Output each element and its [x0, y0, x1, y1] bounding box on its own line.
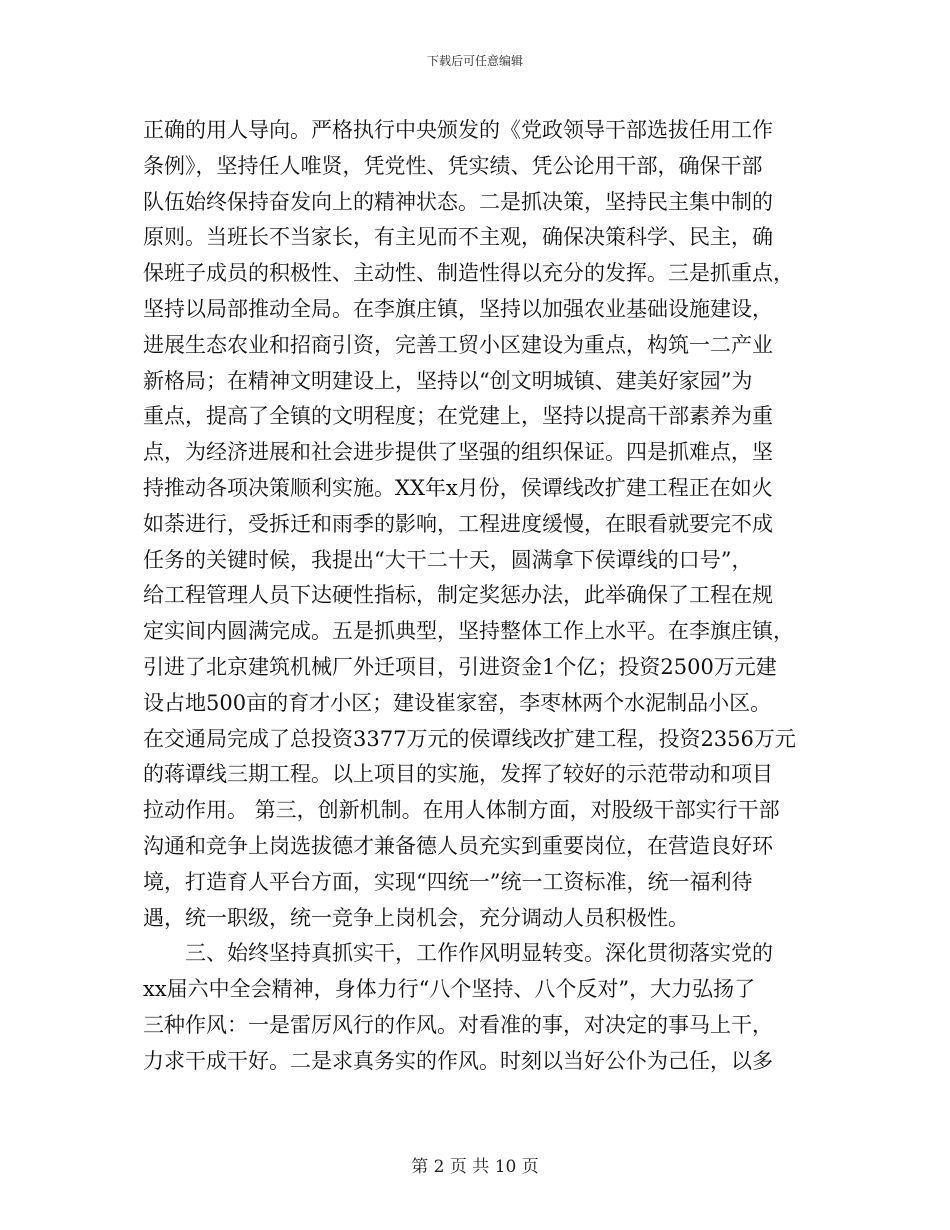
text-line: 任务的关键时候，我提出“大干二十天，圆满拿下侯谭线的口号”，: [143, 547, 753, 572]
text-line: 定实间内圆满完成。五是抓典型，坚持整体工作上水平。在李旗庄镇，: [143, 619, 794, 644]
text-line: 三种作风：一是雷厉风行的作风。对看准的事，对决定的事马上干，: [143, 1012, 773, 1037]
text-line: 设占地500亩的育才小区；建设崔家窑，李枣林两个水泥制品小区。: [143, 690, 772, 715]
text-line: 如荼进行，受拆迁和雨季的影响，工程进度缓慢，在眼看就要完不成: [143, 511, 773, 536]
text-line: 持推动各项决策顺利实施。XX年x月份，侯谭线改扩建工程正在如火: [143, 475, 773, 500]
text-line: 原则。当班长不当家长，有主见而不主观，确保决策科学、民主，确: [143, 225, 773, 250]
text-line: 引进了北京建筑机械厂外迁项目，引进资金1个亿；投资2500万元建: [143, 654, 777, 679]
paragraph-first-line: 三、始终坚持真抓实干，工作作风明显转变。深化贯彻落实党的: [185, 941, 773, 966]
text-line: 新格局；在精神文明建设上，坚持以“创文明城镇、建美好家园”为: [143, 368, 753, 393]
text-line: 沟通和竞争上岗选拔德才兼备德人员充实到重要岗位，在营造良好环: [143, 833, 773, 858]
text-line: 保班子成员的积极性、主动性、制造性得以充分的发挥。三是抓重点，: [143, 261, 794, 286]
page-number: 第 2 页 共 10 页: [411, 1157, 539, 1177]
text-line: 条例》，坚持任人唯贤，凭党性、凭实绩、凭公论用干部，确保干部: [143, 153, 763, 178]
document-body: [143, 113, 815, 1080]
text-line: 坚持以局部推动全局。在李旗庄镇，坚持以加强农业基础设施建设，: [143, 296, 773, 321]
text-line: 队伍始终保持奋发向上的精神状态。二是抓决策，坚持民主集中制的: [143, 189, 773, 214]
text-line: 的蒋谭线三期工程。以上项目的实施，发挥了较好的示范带动和项目: [143, 762, 773, 787]
text-line: xx届六中全会精神，身体力行“八个坚持、八个反对”，大力弘扬了: [143, 977, 756, 1002]
text-line: 力求干成干好。二是求真务实的作风。时刻以当好公仆为己任，以多: [143, 1048, 773, 1073]
page-header: 下载后可任意编辑: [426, 54, 523, 68]
text-line: 拉动作用。 第三，创新机制。在用人体制方面，对股级干部实行干部: [143, 798, 780, 823]
text-line: 给工程管理人员下达硬性指标，制定奖惩办法，此举确保了工程在规: [143, 583, 773, 608]
text-line: 在交通局完成了总投资3377万元的侯谭线改扩建工程，投资2356万元: [143, 726, 796, 751]
text-line: 正确的用人导向。严格执行中央颁发的《党政领导干部选拔任用工作: [143, 118, 773, 142]
text-line: 进展生态农业和招商引资，完善工贸小区建设为重点，构筑一二产业: [143, 332, 773, 357]
text-line: 遇，统一职级，统一竞争上岗机会，充分调动人员积极性。: [143, 905, 689, 930]
text-line: 境，打造育人平台方面，实现“四统一”统一工资标准，统一福利待: [143, 869, 753, 894]
text-line: 重点，提高了全镇的文明程度；在党建上，坚持以提高干部素养为重: [143, 404, 773, 429]
text-line: 点，为经济进展和社会进步提供了坚强的组织保证。四是抓难点，坚: [143, 440, 773, 465]
